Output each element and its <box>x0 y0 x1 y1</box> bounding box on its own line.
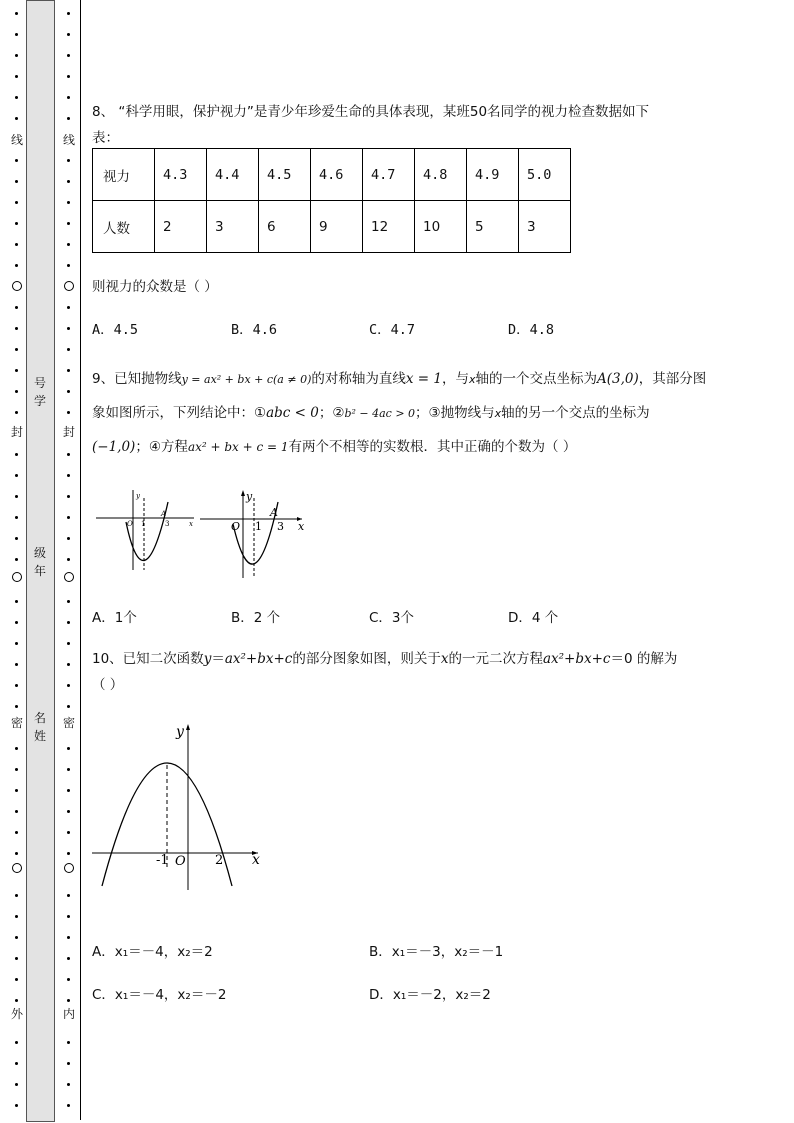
q10-line2: （ ） <box>92 677 124 693</box>
q9-text: 轴的另一个交点的坐标为 <box>501 405 650 421</box>
binding-dot <box>15 264 18 267</box>
binding-circle <box>64 863 74 873</box>
binding-dot <box>15 705 18 708</box>
label-ji: 级 <box>33 546 46 560</box>
binding-dot <box>15 453 18 456</box>
binding-char-wai: 外 <box>10 1007 23 1021</box>
binding-dot <box>67 810 70 813</box>
q8-line2: 表： <box>92 130 119 146</box>
binding-dot <box>15 558 18 561</box>
q10-formula: y <box>203 651 212 667</box>
q9-option-c: C．3个 <box>369 610 415 626</box>
label-xing: 姓 <box>33 729 46 743</box>
q9-text: ；② <box>318 405 345 421</box>
label-hao: 号 <box>33 376 46 390</box>
graph-label: 2 <box>215 853 224 868</box>
binding-dot <box>15 936 18 939</box>
binding-circle <box>12 863 22 873</box>
binding-dot <box>15 999 18 1002</box>
table-cell: 4.4 <box>207 149 259 201</box>
binding-dot <box>67 768 70 771</box>
q10-text: 的部分图象如图，则关于 <box>292 651 441 667</box>
binding-dots-inner <box>62 0 76 1123</box>
binding-dot <box>15 789 18 792</box>
table-cell: 4.9 <box>467 149 519 201</box>
binding-dot <box>15 12 18 15</box>
q10-formula: ax²+bx+c <box>224 651 293 667</box>
binding-dot <box>67 600 70 603</box>
binding-dot <box>67 390 70 393</box>
binding-dot <box>67 1083 70 1086</box>
graph-label: -1 <box>156 853 169 868</box>
binding-dot <box>67 264 70 267</box>
q8-option-d: D．4.8 <box>508 322 555 338</box>
binding-dot <box>15 684 18 687</box>
graph-label: O <box>175 854 186 869</box>
q9-formula: abc < 0 <box>266 405 319 421</box>
graph-label: 1 <box>255 520 262 533</box>
q9-text: ，与 <box>441 371 469 387</box>
graph-label: O <box>231 520 241 533</box>
q9-text: ；④方程 <box>135 439 188 455</box>
binding-dot <box>67 348 70 351</box>
binding-dot <box>15 621 18 624</box>
q9-formula: A(3,0) <box>597 371 639 387</box>
binding-dot <box>15 747 18 750</box>
q9-formula: (−1,0) <box>92 439 136 455</box>
q9-option-b: B．2 个 <box>231 610 281 626</box>
binding-dot <box>15 957 18 960</box>
table-cell: 9 <box>311 201 363 253</box>
binding-dot <box>15 1083 18 1086</box>
binding-dot <box>15 180 18 183</box>
table-cell: 3 <box>207 201 259 253</box>
binding-dot <box>15 306 18 309</box>
graph-label: x <box>252 852 260 868</box>
binding-dot <box>15 663 18 666</box>
binding-dot <box>15 96 18 99</box>
table-cell: 6 <box>259 201 311 253</box>
binding-dot <box>67 327 70 330</box>
q10-graph <box>92 720 264 892</box>
q9-line3 <box>92 435 576 455</box>
q9-text: ，其部分图 <box>638 371 707 387</box>
binding-dot <box>15 348 18 351</box>
binding-dot <box>67 306 70 309</box>
binding-dot <box>67 75 70 78</box>
binding-dot <box>15 390 18 393</box>
graph-label: y <box>246 490 253 503</box>
binding-dot <box>67 96 70 99</box>
binding-char-feng-inner: 封 <box>62 425 75 439</box>
binding-char-xian-inner: 线 <box>62 133 75 147</box>
q10-text: ＝0 的解为 <box>610 651 678 667</box>
binding-dot <box>15 411 18 414</box>
q9-graph-large <box>200 488 312 578</box>
q10-text: 10、已知二次函数 <box>92 651 204 667</box>
graph-label: 3 <box>277 520 284 533</box>
table-cell: 4.7 <box>363 149 415 201</box>
binding-dot <box>67 852 70 855</box>
graph-label: x <box>298 520 305 533</box>
binding-dot <box>67 537 70 540</box>
graph-label: y <box>176 724 184 740</box>
binding-char-xian-outer: 线 <box>10 133 23 147</box>
binding-dot <box>15 117 18 120</box>
binding-border-line <box>80 0 81 1120</box>
q9-option-a: A．1个 <box>92 610 137 626</box>
table-cell: 4.6 <box>311 149 363 201</box>
table-cell: 5.0 <box>519 149 571 201</box>
label-nian: 年 <box>33 564 46 578</box>
binding-char-mi-outer: 密 <box>10 716 23 730</box>
graph-label: y <box>136 492 140 500</box>
binding-dot <box>67 411 70 414</box>
binding-dot <box>15 600 18 603</box>
binding-dot <box>15 915 18 918</box>
table-cell: 2 <box>155 201 207 253</box>
binding-dot <box>67 978 70 981</box>
q9-formula: b² − 4ac > 0 <box>344 407 416 420</box>
binding-dot <box>67 33 70 36</box>
binding-dot <box>67 1104 70 1107</box>
q9-formula: x = 1 <box>405 371 442 387</box>
binding-dot <box>67 1041 70 1044</box>
table-cell: 10 <box>415 201 467 253</box>
q9-formula: ax² + bx + c = 1 <box>187 440 289 454</box>
binding-dot <box>67 705 70 708</box>
binding-dot <box>67 999 70 1002</box>
q9-formula: x <box>468 373 476 386</box>
q9-graph-small <box>96 488 196 570</box>
binding-dot <box>15 642 18 645</box>
binding-dot <box>67 117 70 120</box>
binding-dot <box>15 537 18 540</box>
binding-dot <box>15 243 18 246</box>
binding-dot <box>67 894 70 897</box>
binding-char-mi-inner: 密 <box>62 716 75 730</box>
binding-dot <box>67 516 70 519</box>
q10-formula: x <box>440 651 449 667</box>
binding-dot <box>15 33 18 36</box>
q9-text: 象如图所示，下列结论中：① <box>92 405 267 421</box>
table-cell: 视力 <box>93 149 155 201</box>
q9-text: 有两个不相等的实数根．其中正确的个数为（ ） <box>288 439 577 455</box>
q9-text: 轴的一个交点坐标为 <box>475 371 597 387</box>
binding-dot <box>67 621 70 624</box>
binding-circle <box>12 572 22 582</box>
binding-dot <box>15 516 18 519</box>
q10-line1 <box>92 647 677 667</box>
table-cell: 人数 <box>93 201 155 253</box>
binding-dot <box>67 684 70 687</box>
q10-option-d: D．x₁＝－2，x₂＝2 <box>369 987 491 1003</box>
binding-dot <box>15 852 18 855</box>
q8-line1: 8、 “科学用眼，保护视力”是青少年珍爱生命的具体表现，某班50名同学的视力检查数据如下 <box>92 104 650 120</box>
binding-circle <box>64 281 74 291</box>
binding-dot <box>67 915 70 918</box>
graph-label: O <box>127 520 133 528</box>
binding-dots-outer <box>10 0 24 1123</box>
q9-line1 <box>92 367 706 387</box>
binding-dot <box>15 75 18 78</box>
q10-option-a: A．x₁＝－4，x₂＝2 <box>92 944 213 960</box>
graph-label: 1 <box>141 520 146 528</box>
binding-dot <box>15 1041 18 1044</box>
binding-dot <box>15 831 18 834</box>
q8-option-b: B．4.6 <box>231 322 278 338</box>
q8-question: 则视力的众数是（ ） <box>92 279 218 295</box>
q9-text: 的对称轴为直线 <box>311 371 406 387</box>
binding-dot <box>67 243 70 246</box>
binding-dot <box>15 54 18 57</box>
binding-dot <box>67 495 70 498</box>
binding-dot <box>15 474 18 477</box>
table-row <box>93 149 571 201</box>
binding-dot <box>15 1104 18 1107</box>
q10-option-b: B．x₁＝－3，x₂＝－1 <box>369 944 504 960</box>
binding-dot <box>67 474 70 477</box>
graph-label: A <box>161 510 167 518</box>
binding-dot <box>67 180 70 183</box>
binding-dot <box>67 222 70 225</box>
binding-dot <box>15 222 18 225</box>
q8-option-c: C．4.7 <box>369 322 416 338</box>
binding-dot <box>67 558 70 561</box>
q9-text: ；③抛物线与 <box>415 405 495 421</box>
vision-table <box>92 148 571 253</box>
q10-formula: ax²+bx+c <box>542 651 611 667</box>
q10-text: 的一元二次方程 <box>448 651 543 667</box>
label-xue: 学 <box>33 394 46 408</box>
q9-formula: y = ax² + bx + c(a ≠ 0) <box>181 373 312 386</box>
table-cell: 4.8 <box>415 149 467 201</box>
table-cell: 5 <box>467 201 519 253</box>
binding-dot <box>15 810 18 813</box>
table-row <box>93 201 571 253</box>
binding-dot <box>67 12 70 15</box>
q8-option-a: A．4.5 <box>92 322 139 338</box>
binding-dot <box>67 1062 70 1065</box>
binding-circle <box>64 572 74 582</box>
graph-label: A <box>270 506 278 519</box>
graph-label: 3 <box>165 520 170 528</box>
binding-dot <box>15 495 18 498</box>
q9-formula: x <box>494 407 502 420</box>
q10-text: ＝ <box>211 651 225 667</box>
binding-dot <box>67 642 70 645</box>
binding-dot <box>15 894 18 897</box>
binding-dot <box>67 663 70 666</box>
table-cell: 3 <box>519 201 571 253</box>
binding-char-nei: 内 <box>62 1007 75 1021</box>
binding-dot <box>15 369 18 372</box>
binding-dot <box>15 159 18 162</box>
q9-text: 9、已知抛物线 <box>92 371 182 387</box>
binding-dot <box>67 453 70 456</box>
label-ming: 名 <box>33 711 46 725</box>
binding-dot <box>15 1062 18 1065</box>
q9-option-d: D．4 个 <box>508 610 559 626</box>
table-cell: 12 <box>363 201 415 253</box>
binding-dot <box>67 957 70 960</box>
binding-dot <box>67 54 70 57</box>
q10-option-c: C．x₁＝－4，x₂＝－2 <box>92 987 227 1003</box>
table-cell: 4.5 <box>259 149 311 201</box>
table-cell: 4.3 <box>155 149 207 201</box>
binding-dot <box>67 747 70 750</box>
binding-dot <box>67 831 70 834</box>
binding-dot <box>15 978 18 981</box>
binding-dot <box>15 201 18 204</box>
binding-dot <box>67 159 70 162</box>
binding-dot <box>67 936 70 939</box>
binding-dot <box>15 327 18 330</box>
graph-label: x <box>189 520 193 528</box>
binding-dot <box>67 789 70 792</box>
binding-dot <box>67 369 70 372</box>
binding-circle <box>12 281 22 291</box>
binding-dot <box>15 768 18 771</box>
binding-dot <box>67 201 70 204</box>
q9-line2 <box>92 401 650 421</box>
binding-char-feng-outer: 封 <box>10 425 23 439</box>
